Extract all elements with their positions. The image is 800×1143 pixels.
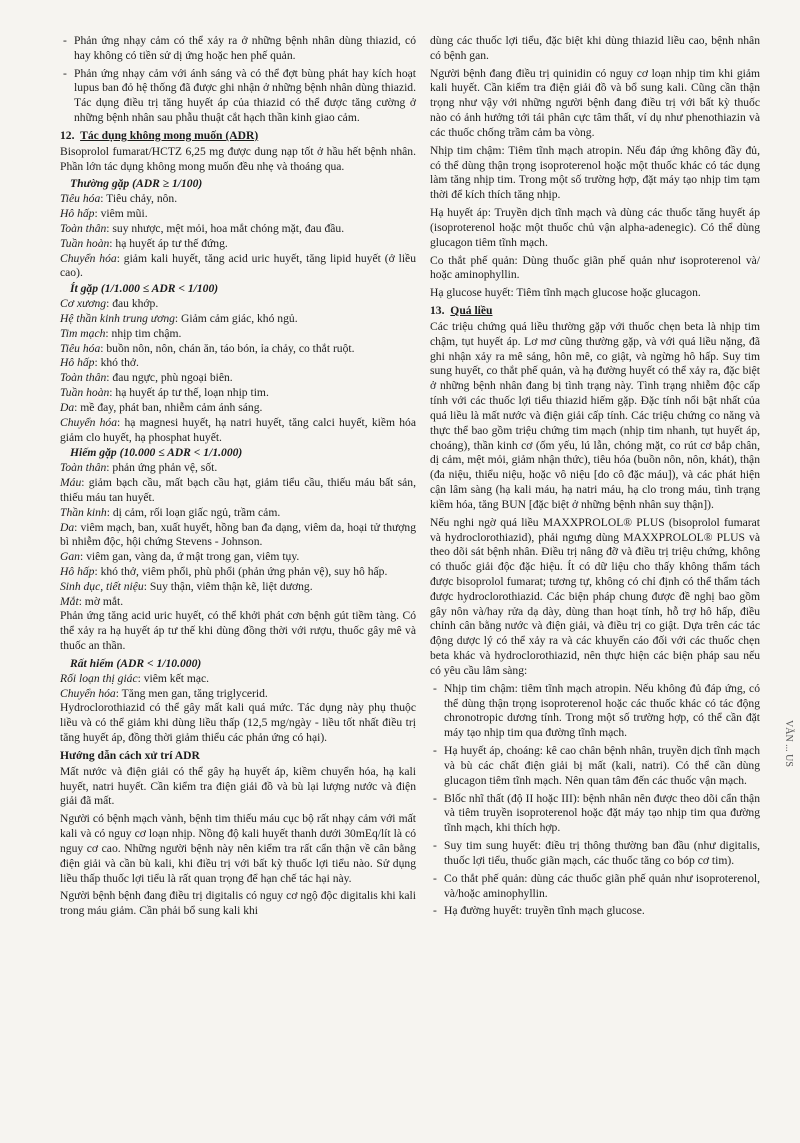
common-list <box>60 192 416 281</box>
adr-organ: Hô hấp <box>60 207 95 221</box>
paragraph: Người bệnh đang điều trị quinidin có nguy cơ loạn nhịp tim khi giảm kali huyết. Cần kiểm tra điện giải đồ và bổ sung kali. Cũng cần thận trọng như vậy với những người bệnh đang điều trị với bất kỳ thuốc nào có ảnh hưởng tới tái phân cực tâm thất, ví dụ như phenothiazin và các thuốc chống trầm cảm ba vòng. <box>430 66 760 139</box>
adr-organ: Da <box>60 520 75 534</box>
adr-organ: Hô hấp <box>60 564 95 578</box>
list-item: - Hạ đường huyết: truyền tĩnh mạch glucose. <box>430 904 760 919</box>
adr-entry <box>60 356 416 371</box>
adr-effects: : mề đay, phát ban, nhiễm cảm ánh sáng. <box>74 400 263 414</box>
very-rare-heading: Rất hiếm (ADR < 1/10.000) <box>70 656 202 670</box>
adr-entry <box>60 222 416 237</box>
adr-effects: : nhịp tim chậm. <box>105 326 182 340</box>
adr-entry <box>60 207 416 222</box>
adr-effects: : Suy thận, viêm thận kẽ, liệt dương. <box>143 579 313 593</box>
adr-guide-heading: Hướng dẫn cách xử trí ADR <box>60 748 200 762</box>
paragraph: dùng các thuốc lợi tiểu, đặc biệt khi dùng thiazid liều cao, bệnh nhân có bệnh gan. <box>430 34 760 62</box>
adr-effects: : giảm kali huyết, tăng acid uric huyết, tăng lipid huyết (ở liều cao). <box>60 251 416 280</box>
adr-effects: : viêm mũi. <box>94 207 148 221</box>
adr-organ: Rối loạn thị giác <box>60 671 138 685</box>
adr-organ: Thần kinh <box>60 505 107 519</box>
rare-note: Phản ứng tăng acid uric huyết, có thể khởi phát cơn bệnh gút tiềm tàng. Có thể xảy ra hạ huyết áp tư thế khi dùng đồng thời với rượu, thuốc gây mê và thuốc an thần. <box>60 609 416 653</box>
adr-effects: : đau khớp. <box>106 297 159 311</box>
adr-entry <box>60 312 416 327</box>
adr-organ: Hệ thần kinh trung ương <box>60 311 175 325</box>
paragraph: Hạ huyết áp: Truyền dịch tĩnh mạch và dùng các thuốc tăng huyết áp (isoproterenol hoặc một thuốc chủ vận alpha-adenegic). Có thể dùng glucagon tiêm tĩnh mạch. <box>430 206 760 249</box>
adr-organ: Mắt <box>60 594 79 608</box>
section-12-heading: 12. Tác dụng không mong muốn (ADR) <box>60 128 259 142</box>
adr-entry <box>60 550 416 565</box>
uncommon-list <box>60 297 416 445</box>
list-item: - Nhịp tim chậm: tiêm tĩnh mạch atropin. Nếu không đủ đáp ứng, có thể dùng thận trọng isoproterenol hoặc các thuốc khác có tác động chronotropic dương tính. Trong một số trường hợp, có thể cần đặt máy tạo nhịp tim qua đường tĩnh mạch. <box>430 682 760 741</box>
adr-entry <box>60 672 416 687</box>
adr-organ: Chuyển hóa <box>60 686 116 700</box>
adr-entry <box>60 416 416 446</box>
adr-effects: : khó thở, viêm phổi, phù phổi (phản ứng phản vệ), suy hô hấp. <box>94 564 388 578</box>
adr-effects: : mờ mắt. <box>78 594 124 608</box>
list-item: - Co thắt phế quản: dùng các thuốc giãn phế quản như isoproterenol, và/hoặc aminophyllin. <box>430 872 760 902</box>
adr-effects: : khó thở. <box>94 356 139 370</box>
adr-organ: Toàn thân <box>60 221 107 235</box>
right-column <box>430 34 760 922</box>
adr-effects: : Giảm cảm giác, khó ngủ. <box>174 311 298 325</box>
paragraph: Co thắt phế quản: Dùng thuốc giãn phế quản như isoproterenol và/ hoặc aminophyllin. <box>430 253 760 282</box>
adr-entry <box>60 521 416 551</box>
very-rare-list <box>60 672 416 702</box>
paragraph: Nhịp tim chậm: Tiêm tĩnh mạch atropin. Nếu đáp ứng không đầy đủ, có thể dùng thận trọng isoproterenol hoặc một thuốc khác có tác dụng làm tăng nhịp tim. Trong một số trường hợp, đặt máy tạo nhịp tim tạm thời để kích thích tăng nhịp. <box>430 143 760 202</box>
rare-list <box>60 461 416 609</box>
adr-effects: : viêm gan, vàng da, ứ mật trong gan, viêm tụy. <box>79 550 300 564</box>
uncommon-heading: Ít gặp (1/1.000 ≤ ADR < 1/100) <box>70 282 219 296</box>
adr-effects: : viêm mạch, ban, xuất huyết, hồng ban đa dạng, viêm da, hoại tử thượng bì nhiễm độc, hội chứng Stevens - Johnson. <box>60 520 416 549</box>
adr-organ: Tiêu hóa <box>60 341 101 355</box>
adr-entry <box>60 580 416 595</box>
adr-entry <box>60 297 416 312</box>
adr-organ: Tuần hoàn <box>60 386 110 400</box>
hctz-note: Hydroclorothiazid có thể gây mất kali quá mức. Tác dụng này phụ thuộc liều và có thể giảm khi dùng liều thấp (12,5 mg/ngày - liều tốt nhất điều trị tăng huyết áp, đồng thời giảm thiểu các phản ứng có hại). <box>60 701 416 745</box>
list-item: - Blốc nhĩ thất (độ II hoặc III): bệnh nhân nên được theo dõi cẩn thận và tiêm truyền isoproterenol hoặc đặt máy tạo nhịp tim qua đường tĩnh mạch, khi thích hợp. <box>430 792 760 836</box>
adr-organ: Toàn thân <box>60 461 107 475</box>
paragraph: Hạ glucose huyết: Tiêm tĩnh mạch glucose hoặc glucagon. <box>430 286 701 300</box>
adr-entry <box>60 342 416 357</box>
adr-effects: : Tiêu chảy, nôn. <box>100 192 178 206</box>
adr-effects: : hạ huyết áp tư thế, loạn nhịp tim. <box>109 386 269 400</box>
adr-organ: Chuyển hóa <box>60 415 118 429</box>
adr-entry <box>60 565 416 580</box>
adr-effects: : dị cảm, rối loạn giấc ngủ, trầm cảm. <box>106 505 281 519</box>
adr-effects: : hạ magnesi huyết, hạ natri huyết, tăng calci huyết, kiềm hóa giảm clo huyết, hạ phosphat huyết. <box>60 415 416 444</box>
paragraph: Nếu nghi ngờ quá liều MAXXPROLOL® PLUS (bisoprolol fumarat và hydroclorothiazid), phải ngưng dùng MAXXPROLOL® PLUS và theo dõi sát bệnh nhân. Điều trị nâng đỡ và điều trị triệu chứng, không có thuốc giải độc đặc hiệu. Ít có dữ liệu cho thấy không thẩm tách được bisoprolol fumarat; tương tự, không có chỉ định có thể thẩm tách được hydroclorothiazid. Các biện pháp chung được đề nghị bao gồm gây nôn và/hay rửa dạ dày, dùng than hoạt tính, hỗ trợ hô hấp, điều chỉnh cân bằng nước và điện giải, và điều trị co giật. Dựa trên các tác động dược lý có thể xảy ra và các khuyến cáo đối với các thuốc chẹn beta khác và hydroclorothiazid, nên thực hiện các biện pháp sau nếu có yêu cầu lâm sàng: <box>430 515 760 677</box>
left-column <box>60 34 416 922</box>
adr-entry <box>60 237 416 252</box>
adr-entry <box>60 371 416 386</box>
adr-entry <box>60 687 416 702</box>
section-13-heading: 13. Quá liều <box>430 304 493 318</box>
adr-organ: Chuyển hóa <box>60 251 117 265</box>
paragraph: Các triệu chứng quá liều thường gặp với thuốc chẹn beta là nhịp tim chậm, tụt huyết áp. Lơ mơ cũng thường gặp, và với quá liều nặng, đã ghi nhận xảy ra mê sảng, hôn mê, co giật, và ngừng hô hấp. Suy tim sung huyết, co thắt phế quản, và hạ đường huyết có thể xảy ra, đặc biệt ở những bệnh nhân đang bị tình trạng này. Tình trạng nhiễm độc cấp tính với các thuốc lợi tiểu thiazid hiếm gặp. Đặc tính nổi bật nhất của quá liều là mất nước và điện giải cấp tính. Các triệu chứng co năng và thực thể bao gồm triệu chứng tim mạch (nhịp tim nhanh, tụt huyết áp, choáng), thần kinh cơ (ốm yếu, lú lẫn, chóng mặt, co rút cơ bắp chân, dị cảm, mệt mỏi, giảm nhận thức), tiêu hóa (buồn nôn, nôn, khát), thận (đa niệu, thiểu niệu, hoặc vô niệu [do cô đặc máu]), và các phát hiện cận lâm sàng (hạ kali máu, hạ natri máu, hạ clo trong máu, tình trạng kiềm hóa, tăng BUN [đặc biệt ở những bệnh nhân suy thận]). <box>430 319 760 511</box>
adr-organ: Tim mạch <box>60 326 106 340</box>
adr-effects: : phản ứng phản vệ, sốt. <box>106 461 218 475</box>
adr-effects: : viêm kết mạc. <box>137 671 210 685</box>
adr-effects: : giảm bạch cầu, mất bạch cầu hạt, giảm tiểu cầu, thiếu máu bất sản, thiếu máu tan huyết. <box>60 476 416 504</box>
guide-paragraph: Mất nước và điện giải có thể gây hạ huyết áp, kiềm chuyển hóa, hạ kali huyết, natri huyết. Cần kiểm tra điện giải đồ và bù lại lượng nước và điện giải đã mất. <box>60 764 416 808</box>
list-item: - Phản ứng nhạy cảm với ánh sáng và có thể đợt bùng phát hay kích hoạt lupus ban đỏ hệ thống đã được ghi nhận ở những bệnh nhân dùng thiazid. Tác dụng điều trị tăng huyết áp của thiazid có thể được tăng cường ở những bệnh nhân sau phẫu thuật cắt hạch thần kinh giao cảm. <box>60 67 416 126</box>
guide-paragraph: Người bệnh bệnh đang điều trị digitalis có nguy cơ ngộ độc digitalis khi kali trong máu giảm. Cần phải bổ sung kali khi <box>60 889 416 918</box>
adr-organ: Máu <box>60 476 82 490</box>
section-12-intro: Bisoprolol fumarat/HCTZ 6,25 mg được dung nạp tốt ở hầu hết bệnh nhân. Phần lớn tác dụng không mong muốn đều nhẹ và thoáng qua. <box>60 144 416 173</box>
guide-paragraph: Người có bệnh mạch vành, bệnh tim thiếu máu cục bộ rất nhạy cảm với mất kali và có nguy cơ loạn nhịp. Nồng độ kali huyết thanh dưới 30mEq/lít là có nguy cơ cao. Những người bệnh này nên kiểm tra rất cẩn thận về cân bằng điện giải và cần bù kali, khi điều trị với bất kỳ thuốc lợi tiểu nào. Sử dụng liều thấp thuốc lợi tiểu là rất quan trọng để hạn chế tác hại này. <box>60 812 416 885</box>
adr-organ: Tiêu hóa <box>60 192 101 206</box>
adr-effects: : Tăng men gan, tăng triglycerid. <box>115 686 268 700</box>
list-item: - Phản ứng nhạy cảm có thể xảy ra ở những bệnh nhân dùng thiazid, có hay không có tiền sử dị ứng hoặc hen phế quản. <box>60 34 416 64</box>
common-heading: Thường gặp (ADR ≥ 1/100) <box>70 177 203 191</box>
adr-entry <box>60 386 416 401</box>
adr-entry <box>60 252 416 282</box>
adr-organ: Cơ xương <box>60 297 107 311</box>
rare-heading: Hiếm gặp (10.000 ≤ ADR < 1/1.000) <box>70 446 243 460</box>
adr-entry <box>60 506 416 521</box>
adr-entry <box>60 401 416 416</box>
adr-effects: : đau ngực, phù ngoại biên. <box>106 371 233 385</box>
adr-entry <box>60 476 416 506</box>
adr-entry <box>60 327 416 342</box>
margin-stamp: VĂN ... US <box>783 720 794 767</box>
adr-organ: Hô hấp <box>60 356 95 370</box>
adr-organ: Tuần hoàn <box>60 236 110 250</box>
adr-organ: Gan <box>60 550 80 564</box>
adr-organ: Da <box>60 400 75 414</box>
list-item: - Hạ huyết áp, choáng: kê cao chân bệnh nhân, truyền dịch tĩnh mạch và bù các chất điện giải bị mất (kali, natri). Có thể cần dùng glucagon tiêm tĩnh mạch. Nên quan tâm đến các thuốc vận mạch. <box>430 744 760 788</box>
adr-organ: Toàn thân <box>60 371 107 385</box>
adr-entry <box>60 461 416 476</box>
adr-entry <box>60 192 416 207</box>
adr-effects: : hạ huyết áp tư thế đứng. <box>109 236 228 250</box>
adr-effects: : buồn nôn, nôn, chán ăn, táo bón, ỉa chảy, co thắt ruột. <box>100 341 355 355</box>
adr-effects: : suy nhược, mệt mỏi, hoa mắt chóng mặt, đau đầu. <box>106 221 345 235</box>
adr-organ: Sinh dục, tiết niệu <box>60 579 144 593</box>
adr-entry <box>60 595 416 610</box>
list-item: - Suy tim sung huyết: điều trị thông thường ban đầu (như digitalis, thuốc lợi tiểu, thuốc giãn mạch, các thuốc tăng co bóp cơ tim). <box>430 839 760 869</box>
